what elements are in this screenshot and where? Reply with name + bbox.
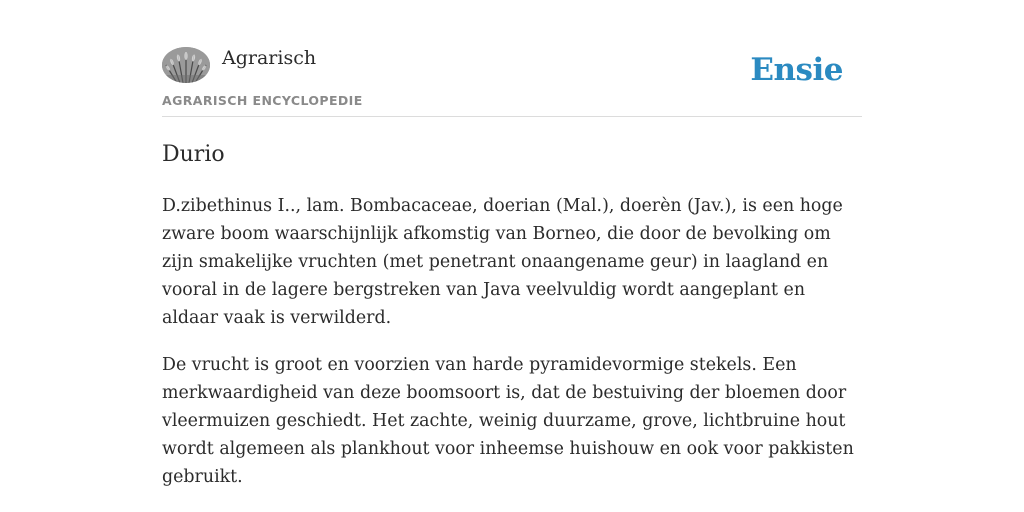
wheat-sheaf-icon[interactable] <box>162 47 210 83</box>
brand-logo[interactable]: Ensie <box>750 52 843 88</box>
article-paragraph: D.zibethinus I.., lam. Bombacaceae, doerian (Mal.), doerèn (Jav.), is een hoge zware boom waarschijnlijk afkomstig van Borneo, die door de bevolking om zijn smakelijke vruchten (met penetrant onaangename geur) in laagland en vooral in de lagere bergstreken van Java veelvuldig wordt aangeplant en aldaar vaak is verwilderd. <box>162 196 843 328</box>
page-title: Durio <box>162 142 225 167</box>
article-paragraph: De vrucht is groot en voorzien van harde pyramidevormige stekels. Een merkwaardigheid van deze boomsoort is, dat de bestuiving der bloemen door vleermuizen geschiedt. Het zachte, weinig duurzame, grove, lichtbruine hout wordt algemeen als plankhout voor inheemse huishouw en ook voor pakkisten gebruikt. <box>162 355 854 487</box>
site-header <box>162 0 862 117</box>
site-subtitle: AGRARISCH ENCYCLOPEDIE <box>162 93 363 108</box>
site-name[interactable]: Agrarisch <box>222 47 317 69</box>
article-body <box>162 192 862 510</box>
